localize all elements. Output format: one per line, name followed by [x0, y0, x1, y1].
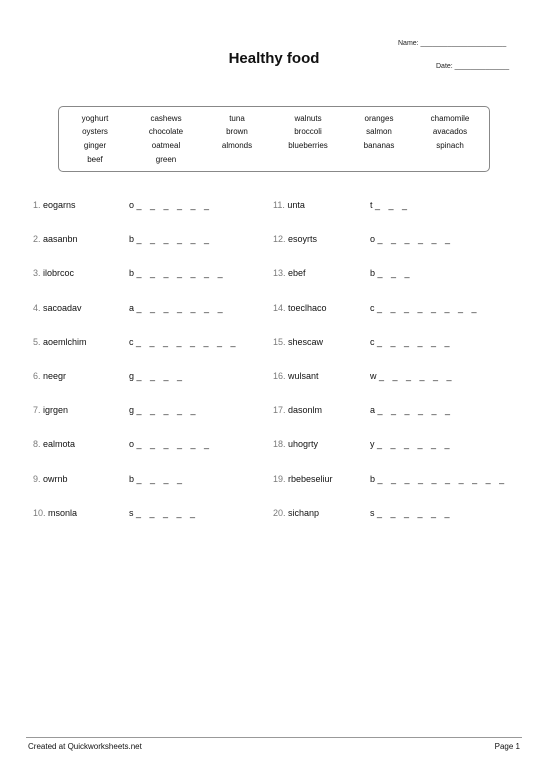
answer-blank[interactable] — [129, 371, 185, 381]
word-bank-item: almonds — [221, 141, 253, 150]
question-number: 11. — [273, 200, 285, 210]
scrambled-word: igrgen — [43, 405, 69, 416]
question-number: 9. — [33, 473, 41, 484]
answer-underscores[interactable]: _ _ _ _ _ _ — [377, 405, 454, 416]
footer-rule — [26, 737, 522, 738]
word-bank-item: spinach — [436, 141, 464, 150]
answer-first-letter: c — [370, 302, 375, 313]
answer-blank[interactable] — [370, 200, 410, 210]
scrambled-word: ebef — [288, 268, 306, 279]
scrambled-word: neegr — [43, 371, 67, 381]
footer-page-number: Page 1 — [494, 742, 520, 751]
word-bank-item: avacados — [432, 127, 468, 136]
question-prompt — [273, 439, 318, 449]
question-prompt — [33, 474, 68, 484]
answer-first-letter: c — [129, 336, 134, 347]
answer-underscores[interactable]: _ _ _ _ _ — [136, 507, 199, 518]
answer-blank[interactable] — [129, 268, 226, 278]
answer-underscores[interactable]: _ _ _ _ _ _ _ _ — [377, 302, 480, 313]
scrambled-word: uhogrty — [288, 439, 319, 450]
answer-underscores[interactable]: _ _ _ _ _ _ — [377, 439, 453, 450]
word-bank-item: cashews — [150, 114, 182, 123]
word-bank-item: yoghurt — [81, 114, 109, 123]
answer-first-letter: b — [370, 268, 376, 279]
word-bank-item: broccoli — [294, 127, 322, 136]
date-field: Date: ______________ — [436, 63, 510, 70]
scrambled-word: aoemlchim — [43, 336, 87, 347]
question-prompt — [273, 508, 319, 518]
word-bank-item: walnuts — [294, 114, 322, 123]
answer-underscores[interactable]: _ _ _ _ _ _ _ _ — [136, 336, 239, 347]
answer-first-letter: y — [370, 439, 375, 450]
answer-underscores[interactable]: _ _ _ _ _ _ — [136, 234, 213, 245]
question-prompt — [33, 337, 87, 347]
scrambled-word: msonla — [48, 507, 78, 518]
page-title: Healthy food — [228, 50, 320, 67]
question-number: 15. — [273, 336, 286, 347]
question-number: 6. — [33, 371, 41, 381]
scrambled-word: wulsant — [288, 371, 319, 381]
answer-blank[interactable] — [370, 303, 480, 313]
answer-underscores[interactable]: _ _ _ _ _ _ _ — [136, 302, 226, 313]
scrambled-word: sichanp — [288, 507, 320, 518]
word-bank-item: green — [155, 155, 177, 164]
answer-blank[interactable] — [129, 405, 199, 415]
word-bank-item: bananas — [363, 141, 395, 150]
answer-first-letter: b — [370, 473, 376, 484]
answer-first-letter: g — [129, 371, 135, 381]
answer-underscores[interactable]: _ _ _ _ — [136, 371, 186, 381]
answer-first-letter: b — [129, 234, 135, 245]
name-field: Name: ______________________ — [398, 40, 507, 47]
answer-blank[interactable] — [370, 405, 453, 415]
word-bank-item: brown — [226, 127, 248, 136]
answer-blank[interactable] — [370, 268, 413, 278]
answer-underscores[interactable]: _ _ _ _ _ _ _ _ _ _ — [377, 473, 508, 484]
word-bank-item: blueberries — [288, 141, 328, 150]
answer-underscores[interactable]: _ _ _ _ _ _ — [377, 234, 454, 245]
scrambled-word: aasanbn — [43, 234, 78, 245]
question-number: 13. — [273, 268, 286, 279]
question-number: 10. — [33, 507, 46, 518]
scrambled-word: sacoadav — [43, 302, 82, 313]
question-prompt — [33, 234, 78, 244]
question-prompt — [273, 371, 319, 381]
answer-blank[interactable] — [129, 508, 198, 518]
scrambled-word: ealmota — [43, 439, 76, 450]
answer-blank[interactable] — [370, 234, 453, 244]
answer-blank[interactable] — [129, 303, 226, 313]
answer-first-letter: o — [129, 439, 135, 450]
answer-underscores[interactable]: _ _ _ _ _ _ — [377, 336, 453, 347]
question-number: 19. — [273, 473, 286, 484]
question-prompt — [273, 474, 333, 484]
answer-first-letter: a — [129, 302, 135, 313]
question-prompt — [273, 234, 317, 244]
answer-first-letter: b — [129, 268, 135, 279]
word-bank-item: oranges — [364, 114, 394, 123]
question-number: 5. — [33, 336, 41, 347]
answer-underscores[interactable]: _ _ _ _ _ _ — [136, 439, 213, 450]
answer-blank[interactable] — [370, 371, 455, 381]
question-number: 14. — [273, 302, 286, 313]
answer-first-letter: b — [129, 473, 135, 484]
question-prompt — [273, 268, 306, 278]
scrambled-word: toeclhaco — [288, 302, 327, 313]
word-bank-item: oatmeal — [151, 141, 181, 150]
scrambled-word: ilobrcoc — [43, 268, 75, 279]
answer-underscores[interactable]: _ _ _ — [375, 200, 411, 210]
question-prompt — [33, 303, 82, 313]
question-prompt — [33, 371, 66, 381]
answer-underscores[interactable]: _ _ _ _ _ _ — [136, 200, 213, 210]
word-bank-item: ginger — [83, 141, 107, 150]
question-number: 18. — [273, 439, 286, 450]
question-number: 16. — [273, 371, 286, 381]
answer-underscores[interactable]: _ _ _ _ _ — [136, 405, 199, 416]
question-number: 20. — [273, 507, 286, 518]
scrambled-word: shescaw — [288, 336, 324, 347]
question-number: 2. — [33, 234, 41, 245]
word-bank-item: chocolate — [148, 127, 184, 136]
answer-blank[interactable] — [129, 474, 185, 484]
question-number: 12. — [273, 234, 286, 245]
answer-first-letter: a — [370, 405, 376, 416]
word-bank-item: tuna — [229, 114, 245, 123]
question-prompt — [33, 268, 74, 278]
answer-blank[interactable] — [370, 474, 507, 484]
answer-first-letter: s — [370, 507, 375, 518]
word-bank-item: oysters — [82, 127, 108, 136]
answer-first-letter: w — [370, 371, 377, 381]
answer-underscores[interactable]: _ _ _ _ _ _ — [379, 371, 455, 381]
question-prompt — [33, 200, 76, 210]
question-prompt — [33, 439, 75, 449]
answer-first-letter: s — [129, 507, 134, 518]
word-bank-item: salmon — [366, 127, 392, 136]
answer-underscores[interactable]: _ _ _ _ _ _ — [377, 507, 453, 518]
question-prompt — [273, 405, 322, 415]
answer-blank[interactable] — [370, 439, 453, 449]
answer-first-letter: t — [370, 200, 373, 210]
answer-underscores[interactable]: _ _ _ — [377, 268, 413, 279]
scrambled-word: unta — [287, 200, 305, 210]
scrambled-word: dasonlm — [288, 405, 323, 416]
scrambled-word: rbebeseliur — [288, 473, 333, 484]
question-number: 17. — [273, 405, 286, 416]
word-bank-box — [58, 106, 490, 172]
question-number: 1. — [33, 200, 41, 210]
question-prompt — [273, 200, 305, 210]
answer-blank[interactable] — [129, 234, 212, 244]
word-bank-item: chamomile — [430, 114, 470, 123]
answer-underscores[interactable]: _ _ _ _ — [136, 473, 186, 484]
scrambled-word: esoyrts — [288, 234, 318, 245]
answer-blank[interactable] — [129, 439, 212, 449]
answer-blank[interactable] — [129, 200, 212, 210]
answer-first-letter: o — [370, 234, 376, 245]
answer-first-letter: o — [129, 200, 135, 210]
question-prompt — [273, 303, 327, 313]
answer-first-letter: g — [129, 405, 135, 416]
question-prompt — [273, 337, 323, 347]
question-number: 7. — [33, 405, 41, 416]
answer-first-letter: c — [370, 336, 375, 347]
question-number: 8. — [33, 439, 41, 450]
question-prompt — [33, 508, 77, 518]
answer-blank[interactable] — [370, 337, 453, 347]
question-number: 3. — [33, 268, 41, 279]
question-number: 4. — [33, 302, 41, 313]
word-bank-item: beef — [87, 155, 103, 164]
answer-blank[interactable] — [129, 337, 239, 347]
footer-credit: Created at Quickworksheets.net — [28, 742, 142, 751]
answer-underscores[interactable]: _ _ _ _ _ _ _ — [136, 268, 226, 279]
answer-blank[interactable] — [370, 508, 453, 518]
question-prompt — [33, 405, 68, 415]
scrambled-word: owrnb — [43, 473, 68, 484]
scrambled-word: eogarns — [43, 200, 76, 210]
